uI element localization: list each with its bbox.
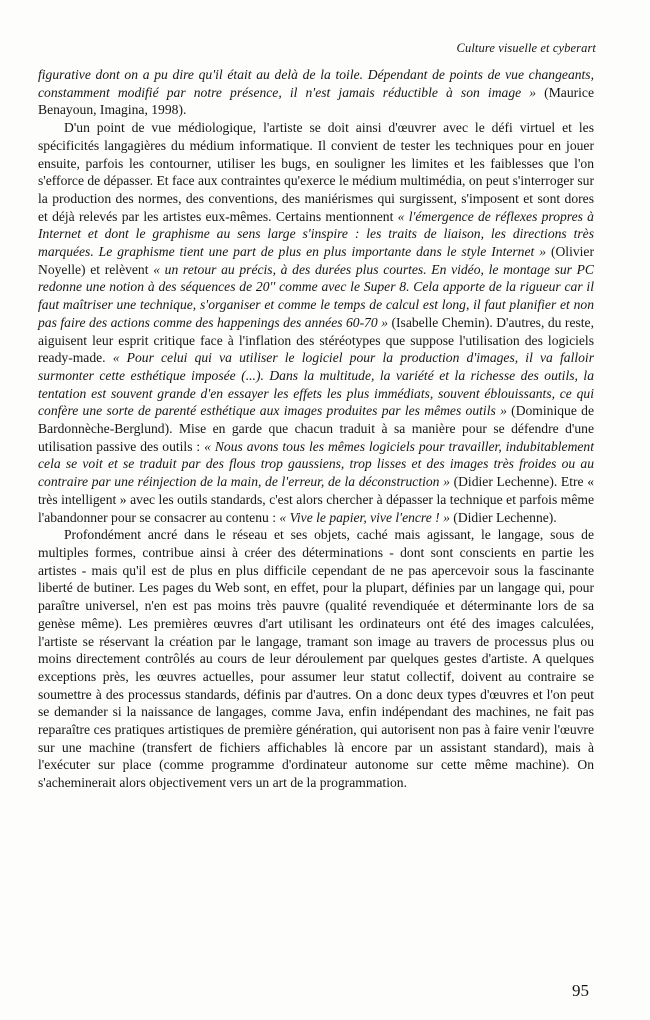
body-run: (Olivier Noyelle) et relèvent	[38, 244, 594, 277]
paragraph	[38, 526, 594, 792]
paragraph	[38, 66, 594, 119]
quote-text: « Nous avons tous les mêmes logiciels pour travailler, indubitablement cela se voit et se traduit par des flous trop gaussiens, trop lisses et des images très froides ou au contraire par une réinjection de la main, de l'erreur, de la déconstruction »	[38, 438, 595, 490]
body-run: D'un point de vue médiologique, l'artiste se doit ainsi d'œuvrer avec le défi virtuel et les spécificités langagières du médium informatique. Il convient de tester les techniques pour en jouer ensuite, parfois les contourner, utiliser les bugs, en souligner les limites et les faiblesses que l'on s'efforce de dépasser. Et face aux contraintes qu'exerce le médium multimédia, on peut s'interroger sur la production des normes, des conventions, des maniérismes qui surgissent, s'imposent et sont dores et déjà relevés par les artistes eux-mêmes. Certains mentionnent	[38, 120, 594, 224]
quote-text: « Vive le papier, vive l'encre ! »	[279, 509, 450, 525]
body-run: (Maurice Benayoun, Imagina, 1998).	[38, 84, 594, 118]
body-run: (Didier Lechenne).	[449, 509, 557, 525]
body-run: Profondément ancré dans le réseau et ses objets, caché mais agissant, le langage, sous de multiples formes, contribue ainsi à créer des déterminations - dont sont conscients en partie les artistes - mais qu'il est de plus en plus difficile cependant de ne pas apercevoir sous la fascinante liberté de butiner. Les pages du Web sont, en effet, pour la plupart, définies par un langage qui, pour paraître universel, n'en est pas moins très pauvre (qualité revendiquée et déterminante lors de sa genèse même). Les premières œuvres d'art utilisant les ordinateurs ont été des images calculées, l'artiste se réservant la création par le langage, tramant son image au travers de processus plus ou moins directement contrôlés au cours de leur déroulement par quelques gestes d'artiste. A quelques exceptions près, les œuvres actuelles, pour assumer leur statut collectif, doivent au contraire se soumettre à des processus standards, définis par d'autres. On a donc deux types d'œuvres et l'on peut se demander si la naissance de langages, comme Java, enfin indépendant des machines, ne fait pas reparaître ces pratiques artistiques de première génération, qui autorisent non pas à faire venir l'œuvre sur une machine (transfert de fichiers affichables là encore par un assistant standard), mais à l'exécuter sur place (comme programme d'ordinateur autonome sur cette même machine). On s'acheminerait alors objectivement vers un art de la programmation.	[38, 527, 594, 791]
body-run: (Isabelle Chemin). D'autres, du reste, aiguisent leur esprit critique face à l'inflation des stéréotypes que suppose l'utilisation des logiciels ready-made.	[38, 314, 594, 366]
running-head: Culture visuelle et cyberart	[456, 41, 596, 55]
quote-text: « Pour celui qui va utiliser le logiciel pour la production d'images, il va falloir surmonter cette esthétique imposée (...). Dans la multitude, la variété et la richesse des outils, la tentation est souvent grande d'en essayer les effets les plus immédiats, souvent éblouissants, ce qui confère une sorte de parenté esthétique aux images produites par les mêmes outils »	[38, 350, 594, 419]
quote-text: « l'émergence de réflexes propres à Internet et dont le graphisme au sens large s'inspire : les traits de liaison, les directions très marquées. Le graphisme tient une part de plus en plus importante dans le style Internet »	[38, 208, 594, 260]
body-text	[38, 66, 594, 792]
page-number: 95	[572, 981, 589, 1000]
quote-text: figurative dont on a pu dire qu'il était au delà de la toile. Dépendant de points de vue changeants, constamment modifié par notre présence, il n'est jamais réductible à son image »	[38, 67, 594, 100]
quote-text: « un retour au précis, à des durées plus courtes. En vidéo, le montage sur PC redonne une notion à des séquences de 20'' comme avec le Super 8. Cela apporte de la rigueur car il faut maîtriser une technique, s'organiser et comme le temps de calcul est long, il faut planifier et non pas faire des actions comme des happenings des années 60-70 »	[38, 261, 594, 330]
paragraph	[38, 119, 594, 526]
body-run: (Dominique de Bardonnèche-Berglund). Mise en garde que chacun traduit à sa manière pour se défendre d'une utilisation passive des outils :	[38, 403, 594, 454]
body-run: (Didier Lechenne). Etre « très intelligent » avec les outils standards, c'est alors chercher à dépasser la technique et parfois même l'abandonner pour se consacrer au contenu :	[38, 474, 594, 525]
